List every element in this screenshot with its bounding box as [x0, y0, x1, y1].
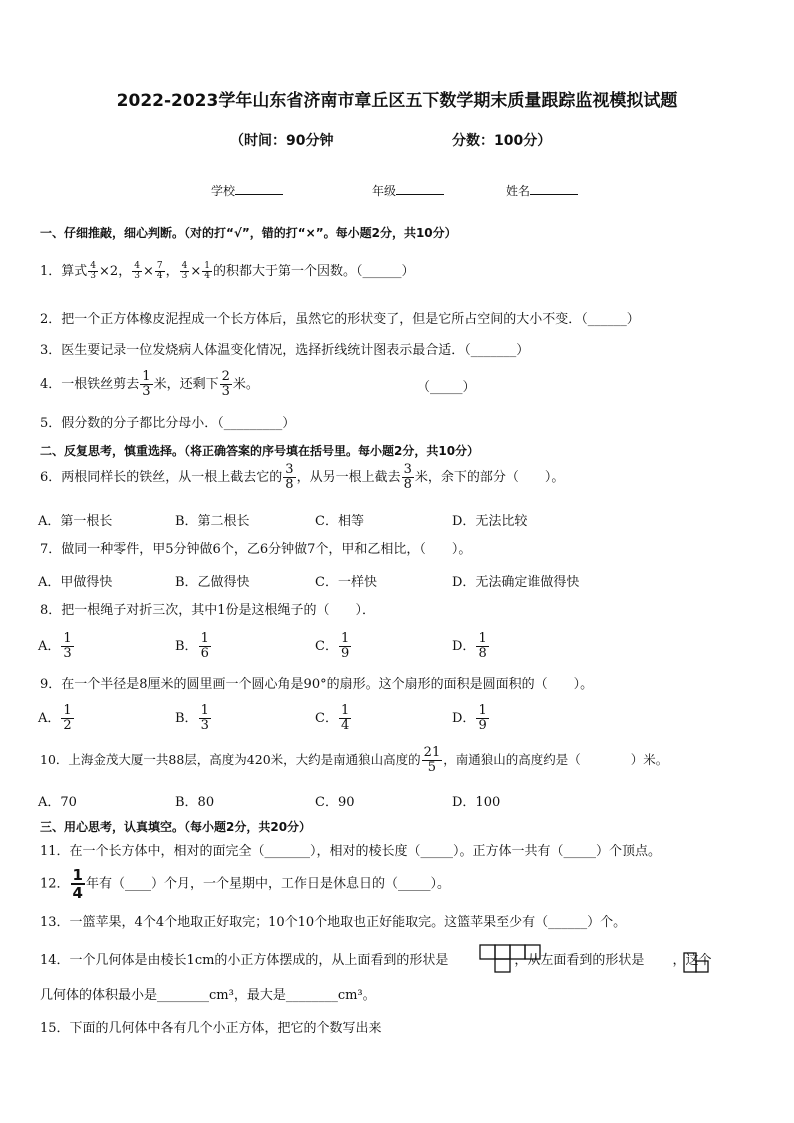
left-view-figure: [683, 952, 713, 974]
section-heading-1: 一、仔细推敲，细心判断。（对的打“√”，错的打“×”。每小题2分，共10分）: [40, 226, 457, 240]
option-10b[interactable]: B．80: [175, 795, 215, 810]
section-heading-2: 二、反复思考，慎重选择。（将正确答案的序号填在括号里。每小题2分，共10分）: [40, 444, 480, 458]
fraction: $\frac{4}{3}$: [181, 261, 188, 281]
option-8b[interactable]: B． $\frac{1}{6}$: [175, 631, 209, 661]
question-9: 9．在一个半径是8厘米的圆里画一个圆心角是90°的扇形。这个扇形的面积是圆面积的（ ）。: [40, 677, 594, 692]
top-view-figure: [479, 944, 543, 974]
option-7d[interactable]: D．无法确定谁做得快: [452, 575, 580, 590]
name-field[interactable]: [506, 182, 578, 199]
answer-blank-4[interactable]: （_____）: [417, 380, 476, 395]
question-3: 3．医生要记录一位发烧病人体温变化情况，选择折线统计图表示最合适．（_______）: [40, 343, 530, 358]
option-6d[interactable]: D．无法比较: [452, 514, 528, 529]
question-5: 5．假分数的分子都比分母小．（_________）: [40, 416, 296, 431]
question-7: 7．做同一种零件，甲5分钟做6个，乙6分钟做7个，甲和乙相比，（ ）。: [40, 542, 472, 557]
fraction: $\frac{1}{4}$: [204, 261, 210, 281]
question-4: 4．一根铁丝剪去 $\frac{1}{3}$ 米，还剩下 $\frac{2}{3}$ 米。: [40, 369, 259, 399]
option-9b[interactable]: B． $\frac{1}{3}$: [175, 703, 209, 733]
fraction: $\frac{3}{8}$: [403, 462, 412, 492]
question-15: 15．下面的几何体中各有几个小正方体，把它的个数写出来: [40, 1021, 382, 1036]
fraction: $\frac{1}{6}$: [200, 631, 209, 661]
name-label: 姓名: [506, 184, 531, 198]
option-8a[interactable]: A． $\frac{1}{3}$: [38, 631, 72, 661]
option-10d[interactable]: D．100: [452, 795, 501, 810]
exam-score: 分数：100分）: [452, 133, 552, 149]
option-7c[interactable]: C．一样快: [315, 575, 377, 590]
fraction: $\frac{1}{8}$: [478, 631, 487, 661]
question-2: 2．把一个正方体橡皮泥捏成一个长方体后，虽然它的形状变了，但是它所占空间的大小不变．（______）: [40, 312, 640, 327]
fraction: $\frac{1}{9}$: [340, 631, 350, 661]
option-9c[interactable]: C． $\frac{1}{4}$: [315, 703, 350, 733]
fraction: $\frac{1}{2}$: [63, 703, 72, 733]
question-12: 12． $\frac{1}{4}$ 年有（____）个月，一个星期中，工作日是休息日的（_____）。: [40, 866, 450, 902]
fraction: $\frac{4}{3}$: [90, 261, 97, 281]
fraction: $\frac{1}{3}$: [63, 631, 72, 661]
option-9d[interactable]: D． $\frac{1}{9}$: [452, 703, 487, 733]
fraction: $\frac{3}{8}$: [285, 462, 294, 492]
option-9a[interactable]: A． $\frac{1}{2}$: [38, 703, 72, 733]
question-8: 8．把一根绳子对折三次，其中1份是这根绳子的（ ）．: [40, 603, 376, 618]
fraction: $\frac{1}{3}$: [142, 369, 151, 399]
question-10: 10．上海金茂大厦一共88层，高度为420米，大约是南通狼山高度的 $\frac{21}{5}$ ，南通狼山的高度约是（ ）米。: [40, 745, 669, 775]
option-6a[interactable]: A．第一根长: [38, 514, 113, 529]
school-label: 学校: [211, 184, 236, 198]
fraction: $\frac{4}{3}$: [134, 261, 140, 281]
option-8d[interactable]: D． $\frac{1}{8}$: [452, 631, 487, 661]
option-6c[interactable]: C．相等: [315, 514, 364, 529]
question-14-line2: 几何体的体积最小是________cm³，最大是________cm³。: [40, 988, 376, 1003]
grade-field[interactable]: [372, 182, 444, 199]
option-10c[interactable]: C．90: [315, 795, 355, 810]
exam-time: （时间：90分钟: [230, 133, 334, 149]
question-13: 13．一篮苹果，4个4个地取正好取完；10个10个地取也正好能取完。这篮苹果至少有（______）个。: [40, 915, 627, 930]
grade-label: 年级: [372, 184, 397, 198]
page-title: 2022-2023学年山东省济南市章丘区五下数学期末质量跟踪监视模拟试题: [116, 91, 678, 111]
option-8c[interactable]: C． $\frac{1}{9}$: [315, 631, 350, 661]
school-field[interactable]: [211, 182, 283, 199]
fraction: $\frac{2}{3}$: [221, 369, 230, 399]
option-6b[interactable]: B．第二根长: [175, 514, 250, 529]
option-7a[interactable]: A．甲做得快: [38, 575, 113, 590]
question-14-line1: 14．一个几何体是由棱长1cm的小正方体摆成的，从上面看到的形状是 ，从左面看到的形状是 ，这个: [40, 953, 712, 968]
fraction: $\frac{1}{9}$: [478, 703, 487, 733]
question-1: 1．算式 $\frac{4}{3}$ ×2， $\frac{4}{3}$ × $\frac{7}{4}$ ， $\frac{4}{3}$ × $\frac{1}{4}$ 的积都大于第一个因数。（______）: [40, 261, 415, 281]
fraction: $\frac{1}{4}$: [340, 703, 350, 733]
fraction: $\frac{7}{4}$: [156, 261, 163, 281]
question-6: 6．两根同样长的铁丝，从一根上截去它的 $\frac{3}{8}$ ，从另一根上截去 $\frac{3}{8}$ 米，余下的部分（ ）。: [40, 462, 565, 492]
section-heading-3: 三、用心思考，认真填空。（每小题2分，共20分）: [40, 820, 312, 834]
option-10a[interactable]: A．70: [38, 795, 77, 810]
fraction: $\frac{1}{3}$: [200, 703, 209, 733]
fraction: $\frac{21}{5}$: [423, 745, 441, 775]
option-7b[interactable]: B．乙做得快: [175, 575, 250, 590]
fraction: $\frac{1}{4}$: [72, 866, 83, 902]
question-11: 11．在一个长方体中，相对的面完全（_______），相对的棱长度（_____）。正方体一共有（_____）个顶点。: [40, 844, 662, 859]
